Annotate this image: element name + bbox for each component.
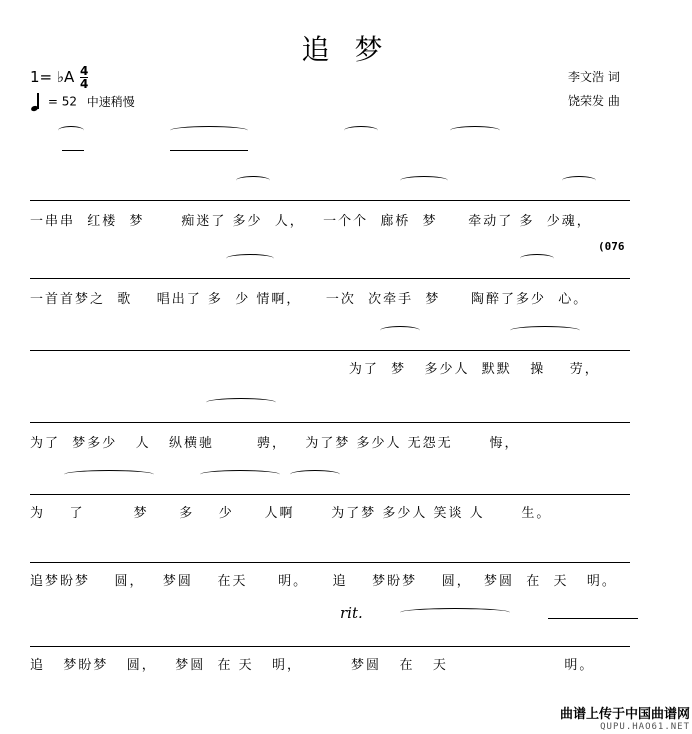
slur <box>510 326 580 335</box>
slur <box>200 470 280 479</box>
slur <box>64 470 154 479</box>
lyrics-row-7: 追梦盼梦 圆， 梦圆 在天 明。 追 梦盼梦 圆， 梦圆 在 天 明。 <box>30 574 617 589</box>
slur <box>520 254 554 263</box>
side-note: (076 <box>598 240 625 253</box>
fermata-line <box>548 618 638 619</box>
watermark-url: QUPU.HAO61.NET <box>600 722 690 732</box>
beam-line <box>30 200 630 201</box>
beam-line <box>62 150 84 151</box>
slur <box>400 608 510 617</box>
beam-line <box>170 150 248 151</box>
composer-credit: 饶荣发 曲 <box>568 94 620 108</box>
slur <box>226 254 274 263</box>
beam-line <box>30 350 630 351</box>
song-title: 追 梦 <box>301 33 391 66</box>
lyrics-row-6: 为 了 梦 多 少 人啊 为了梦 多少人 笑谈 人 生。 <box>30 506 552 521</box>
watermark-text: 曲谱上传于中国曲谱网 <box>559 707 690 722</box>
time-top: 4 <box>80 64 89 78</box>
notation-row-7 <box>30 540 662 568</box>
lyrics-row-4: 为了 梦 多少人 默默 操 劳， <box>30 362 600 377</box>
watermark <box>560 703 690 732</box>
slur <box>400 176 448 185</box>
notation-row-3 <box>30 256 662 284</box>
slur <box>380 326 420 335</box>
slur <box>236 176 270 185</box>
beam-line <box>30 278 630 279</box>
beam-line <box>30 562 630 563</box>
lyrics-row-8: 追 梦盼梦 圆， 梦圆 在 天 明， 梦圆 在 天 明。 <box>30 658 595 673</box>
notation-row-8 <box>30 624 662 652</box>
time-signature <box>80 65 88 90</box>
slur <box>170 126 248 135</box>
slur <box>290 470 340 479</box>
lyrics-row-2: 一串串 红楼 梦 痴迷了 多少 人， 一个个 廊桥 梦 牵动了 多 少魂， <box>30 214 592 229</box>
slur <box>450 126 500 135</box>
slur <box>206 398 276 407</box>
notation-row-5 <box>30 400 662 428</box>
quarter-note-icon <box>30 92 44 112</box>
slur <box>562 176 596 185</box>
time-bottom: 4 <box>80 77 89 91</box>
slur <box>58 126 84 135</box>
beam-line <box>30 646 630 647</box>
lyricist-credit: 李文浩 词 <box>568 70 620 84</box>
beam-line <box>30 494 630 495</box>
slur <box>344 126 378 135</box>
tempo-value: = 52 <box>47 94 77 109</box>
lyrics-row-3: 一首首梦之 歌 唱出了 多 少 情啊， 一次 次牵手 梦 陶醉了多少 心。 <box>30 292 589 307</box>
ritardando-marking: rit. <box>340 604 363 622</box>
tempo-marking <box>30 92 135 112</box>
lyrics-row-5: 为了 梦多少 人 纵横驰 骋， 为了梦 多少人 无怨无 悔， <box>30 436 520 451</box>
key-signature: 1= ♭A <box>30 68 75 86</box>
beam-line <box>30 422 630 423</box>
tempo-text: 中速稍慢 <box>86 94 135 109</box>
